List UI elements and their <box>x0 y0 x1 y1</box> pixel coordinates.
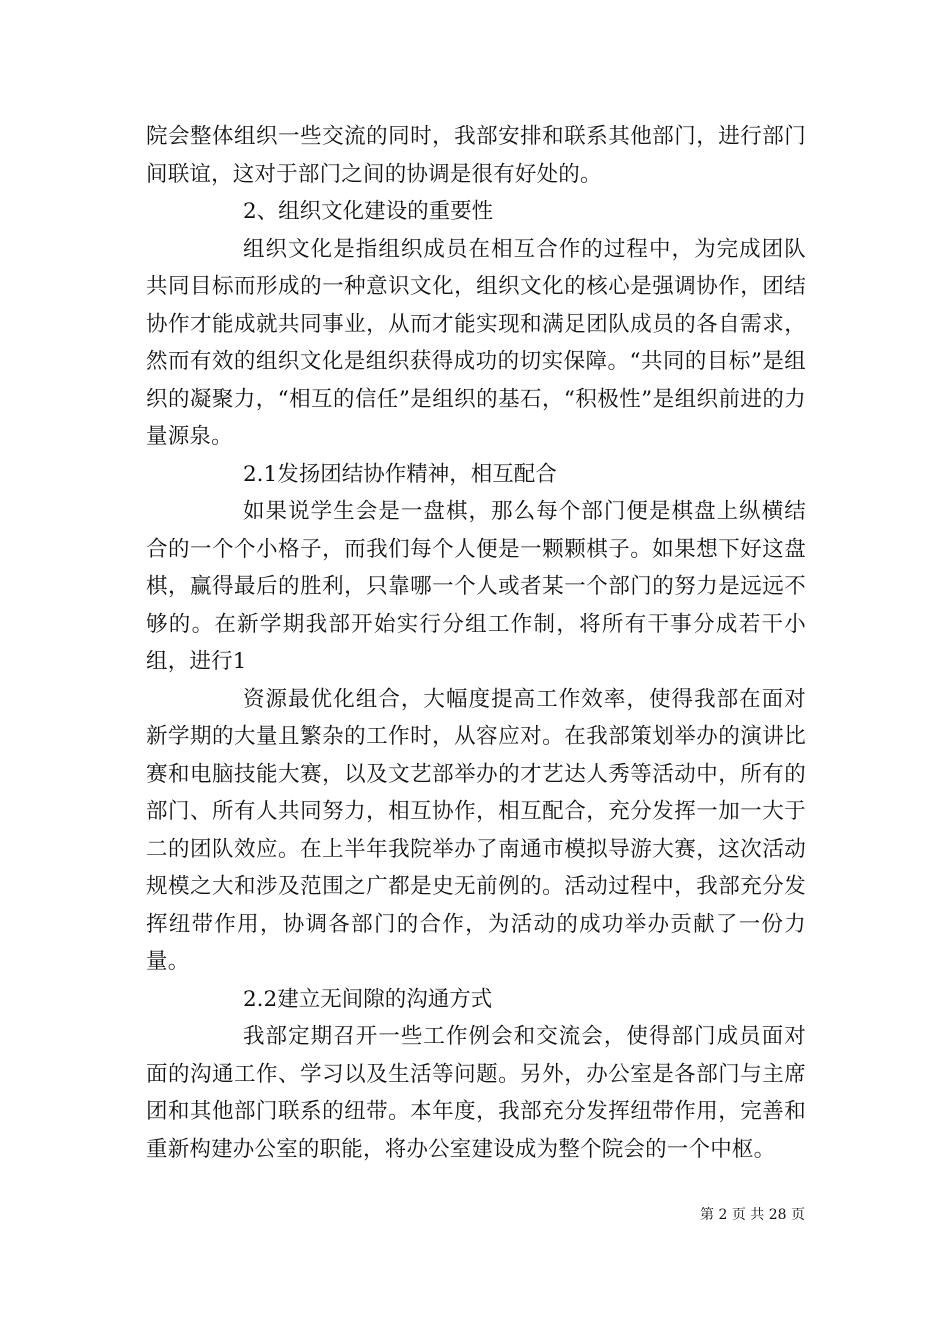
section-heading-2-2: 2.2建立无间隙的沟通方式 <box>243 986 493 1012</box>
document-body <box>146 118 806 1168</box>
paragraph-communication: 我部定期召开一些工作例会和交流会，使得部门成员面对面的沟通工作、学习以及生活等问题。另外，办公室是各部门与主席团和其他部门联系的纽带。本年度，我部充分发挥纽带作用，完善和重新构建办公室的职能，将办公室建设成为整个院会的一个中枢。 <box>146 1024 806 1162</box>
paragraph-resource-optimization: 资源最优化组合，大幅度提高工作效率，使得我部在面对新学期的大量且繁杂的工作时，从容应对。在我部策划举办的演讲比赛和电脑技能大赛，以及文艺部举办的才艺达人秀等活动中，所有的部门、所有人共同努力，相互协作，相互配合，充分发挥一加一大于二的团队效应。在上半年我院举办了南通市模拟导游大赛，这次活动规模之大和涉及范围之广都是史无前例的。活动过程中，我部充分发挥纽带作用，协调各部门的合作，为活动的成功举办贡献了一份力量。 <box>146 686 806 974</box>
section-heading-2-1: 2.1发扬团结协作精神，相互配合 <box>243 461 557 487</box>
page-number-footer: 第 2 页 共 28 页 <box>700 1207 805 1223</box>
paragraph-chess-metaphor: 如果说学生会是一盘棋，那么每个部门便是棋盘上纵横结合的一个个小格子，而我们每个人便是一颗颗棋子。如果想下好这盘棋，赢得最后的胜利，只靠哪一个人或者某一个部门的努力是远远不够的。在新学期我部开始实行分组工作制，将所有干事分成若干小组，进行1 <box>146 499 806 674</box>
paragraph-continuation: 院会整体组织一些交流的同时，我部安排和联系其他部门，进行部门间联谊，这对于部门之间的协调是很有好处的。 <box>146 124 806 187</box>
paragraph-organizational-culture: 组织文化是指组织成员在相互合作的过程中，为完成团队共同目标而形成的一种意识文化，组织文化的核心是强调协作，团结协作才能成就共同事业，从而才能实现和满足团队成员的各自需求，然而有效的组织文化是组织获得成功的切实保障。“共同的目标”是组织的凝聚力，“相互的信任”是组织的基石，“积极性”是组织前进的力量源泉。 <box>146 236 806 449</box>
section-heading-2: 2、组织文化建设的重要性 <box>243 199 494 224</box>
